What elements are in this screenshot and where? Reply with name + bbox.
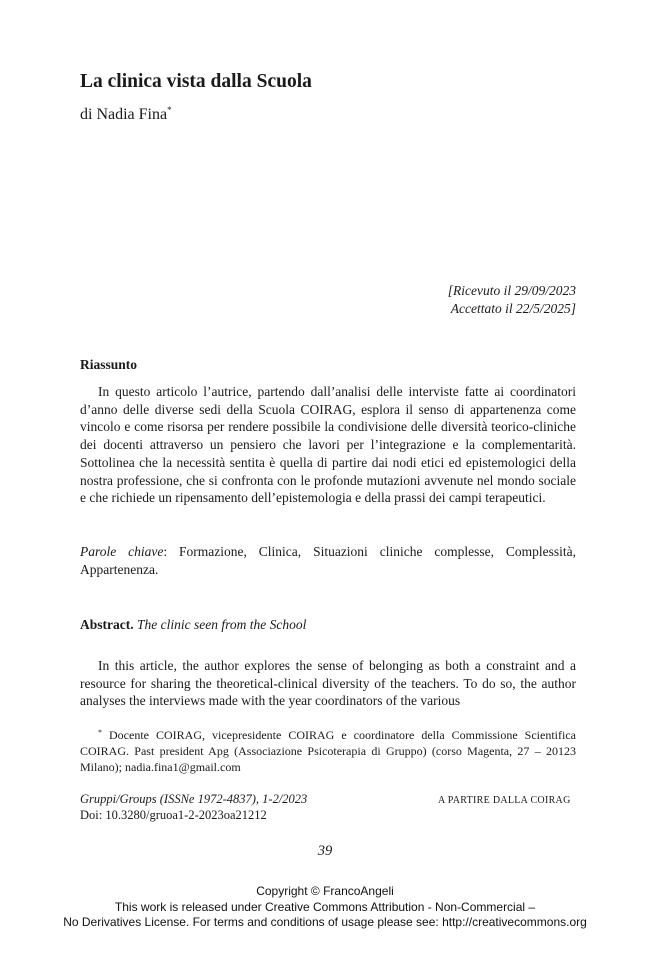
- journal-doi: Doi: 10.3280/gruoa1-2-2023oa21212: [80, 808, 267, 822]
- author-name: di Nadia Fina: [80, 106, 168, 123]
- abstract-paragraph: [80, 657, 576, 710]
- journal-info: [80, 791, 307, 823]
- author-line: [80, 106, 172, 124]
- keywords-label: Parole chiave: [80, 544, 164, 559]
- copyright-line-3: No Derivatives License. For terms and conditions of usage please see: http://creativecommons.org: [63, 915, 587, 929]
- abstract-subtitle: The clinic seen from the School: [137, 617, 307, 632]
- abstract-heading: [80, 617, 306, 633]
- page-number: 39: [317, 843, 333, 859]
- riassunto-heading: Riassunto: [80, 357, 138, 372]
- section-label: A PARTIRE DALLA COIRAG: [438, 795, 571, 806]
- journal-citation: Gruppi/Groups (ISSNe 1972-4837), 1-2/2023: [80, 792, 308, 806]
- footnote-text: Docente COIRAG, vicepresidente COIRAG e coordinatore della Commissione Scientifica COIRAG. Past president Apg (Associazione Psicoterapia di Gruppo) (corso Magenta, 27 – 20123 Milano); nadia.fina1@gmail.com: [80, 728, 576, 774]
- article-title: La clinica vista dalla Scuola: [80, 71, 312, 92]
- keywords-text: : Formazione, Clinica, Situazioni cliniche complesse, Complessità, Appartenenza.: [80, 544, 576, 577]
- abstract-text: In this article, the author explores the sense of belonging as both a constraint and a resource for sharing the theoretical-clinical diversity of the teachers. To do so, the author analyses the interviews made with the year coordinators of the various: [80, 658, 576, 709]
- abstract-label: Abstract.: [80, 617, 134, 632]
- keywords-paragraph: [80, 543, 576, 578]
- copyright-line-1: Copyright © FrancoAngeli: [256, 884, 394, 898]
- riassunto-paragraph: [80, 383, 576, 507]
- footnote-marker: *: [98, 728, 102, 737]
- author-footnote: [80, 727, 576, 775]
- copyright-notice: [0, 884, 650, 931]
- submission-dates: [448, 282, 576, 318]
- author-footnote-marker: *: [167, 105, 172, 115]
- accepted-date: Accettato il 22/5/2025]: [450, 301, 576, 316]
- received-date: [Ricevuto il 29/09/2023: [447, 283, 576, 298]
- copyright-line-2: This work is released under Creative Commons Attribution - Non-Commercial –: [114, 899, 536, 914]
- riassunto-text: In questo articolo l’autrice, partendo dall’analisi delle interviste fatte ai coordinatori d’anno delle diverse sedi della Scuola COIRAG, esplora il senso di appartenenza come vincolo e come risorsa per rendere possibile la condivisione delle diversità teorico-cliniche dei docenti attraverso un pensiero che lavori per l’integrazione e la complementarità. Sottolinea che la necessità sentita è quella di partire dai nodi etici ed epistemologici della nostra professione, che si confronta con le profonde mutazioni avvenute nel mondo sociale e che richiede un ripensamento dell’epistemologia e della prassi dei campi terapeutici.: [80, 384, 576, 506]
